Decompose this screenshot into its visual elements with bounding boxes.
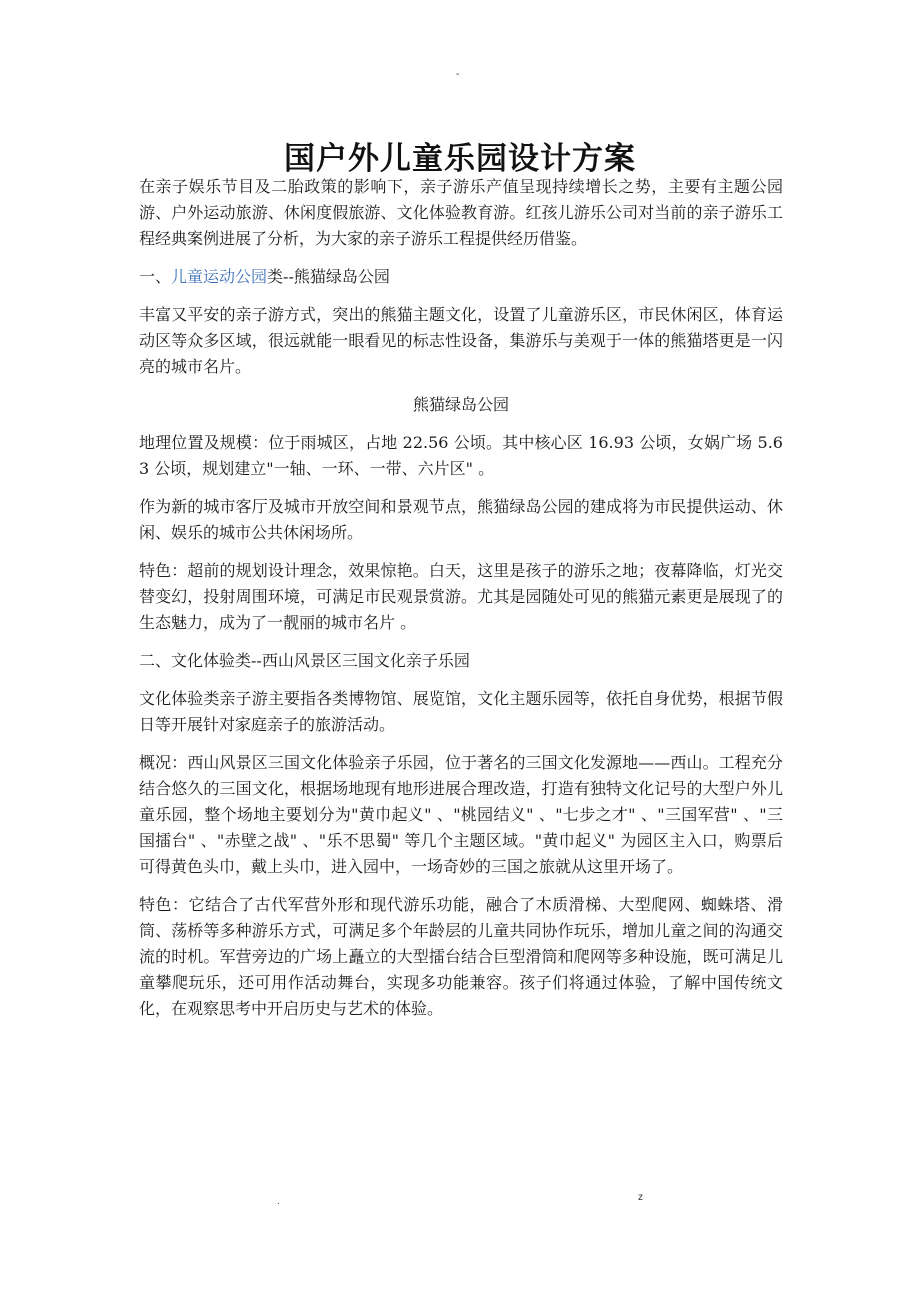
section-1-heading [139, 264, 783, 290]
page-footer-mark-right: z [638, 1192, 643, 1203]
section-2-description: 文化体验类亲子游主要指各类博物馆、展览馆，文化主题乐园等，依托自身优势，根据节假日等开展针对家庭亲子的旅游活动。 [139, 689, 783, 734]
section-1-prefix: 一、 [139, 267, 172, 286]
section-1-features: 特色：超前的规划设计理念，效果惊艳。白天，这里是孩子的游乐之地；夜幕降临，灯光交替变幻，投射周围环境，可满足市民观景赏游。尤其是园随处可见的熊猫元素更是展现了的生态魅力，成为了一靓丽的城市名片 。 [139, 561, 783, 632]
role-paragraph: 作为新的城市客厅及城市开放空间和景观节点，熊猫绿岛公园的建成将为市民提供运动、休闲、娱乐的城市公共休闲场所。 [139, 497, 783, 542]
location-paragraph: 地理位置及规模：位于雨城区，占地 22.56 公顷。其中核心区 16.93 公顷，女娲广场 5.63 公顷，规划建立"一轴、一环、一带、六片区" 。 [139, 433, 783, 478]
page-footer-mark-left: . [277, 1196, 280, 1207]
section-2-heading: 二、文化体验类--西山风景区三国文化亲子乐园 [139, 651, 470, 670]
page-header-mark: - [456, 69, 460, 80]
section-1-description: 丰富又平安的亲子游方式，突出的熊猫主题文化，设置了儿童游乐区，市民休闲区，体育运动区等众多区域，很远就能一眼看见的标志性设备，集游乐与美观于一体的熊猫塔更是一闪亮的城市名片。 [139, 305, 783, 376]
section-2-overview: 概况：西山风景区三国文化体验亲子乐园，位于著名的三国文化发源地——西山。工程充分结合悠久的三国文化，根据场地现有地形进展合理改造，打造有独特文化记号的大型户外儿童乐园，整个场地主要划分为"黄巾起义" 、"桃园结义" 、"七步之才" 、"三国军营" 、"三国擂台" 、"赤壁之战" 、"乐不思蜀" 等几个主题区域。"黄巾起义" 为园区主入口，购票后可得黄色头巾，戴上头巾，进入园中，一场奇妙的三国之旅就从这里开场了。 [139, 753, 783, 876]
section-1-suffix: 类--熊猫绿岛公园 [267, 267, 390, 286]
intro-paragraph: 在亲子娱乐节目及二胎政策的影响下，亲子游乐产值呈现持续增长之势，主要有主题公园游、户外运动旅游、休闲度假旅游、文化体验教育游。红孩儿游乐公司对当前的亲子游乐工程经典案例进展了分析，为大家的亲子游乐工程提供经历借鉴。 [139, 177, 783, 248]
children-sports-park-link[interactable]: 儿童运动公园 [171, 267, 268, 286]
document-body [139, 174, 783, 1022]
section-2-features: 特色：它结合了古代军营外形和现代游乐功能，融合了木质滑梯、大型爬网、蜘蛛塔、滑筒、荡桥等多种游乐方式，可满足多个年龄层的儿童共同协作玩乐，增加儿童之间的沟通交流的时机。军营旁边的广场上矗立的大型擂台结合巨型滑筒和爬网等多种设施，既可满足儿童攀爬玩乐，还可用作活动舞台，实现多功能兼容。孩子们将通过体验，了解中国传统文化，在观察思考中开启历史与艺术的体验。 [139, 895, 783, 1018]
document-title: 国户外儿童乐园设计方案 [284, 140, 636, 177]
image-caption: 熊猫绿岛公园 [412, 395, 509, 414]
